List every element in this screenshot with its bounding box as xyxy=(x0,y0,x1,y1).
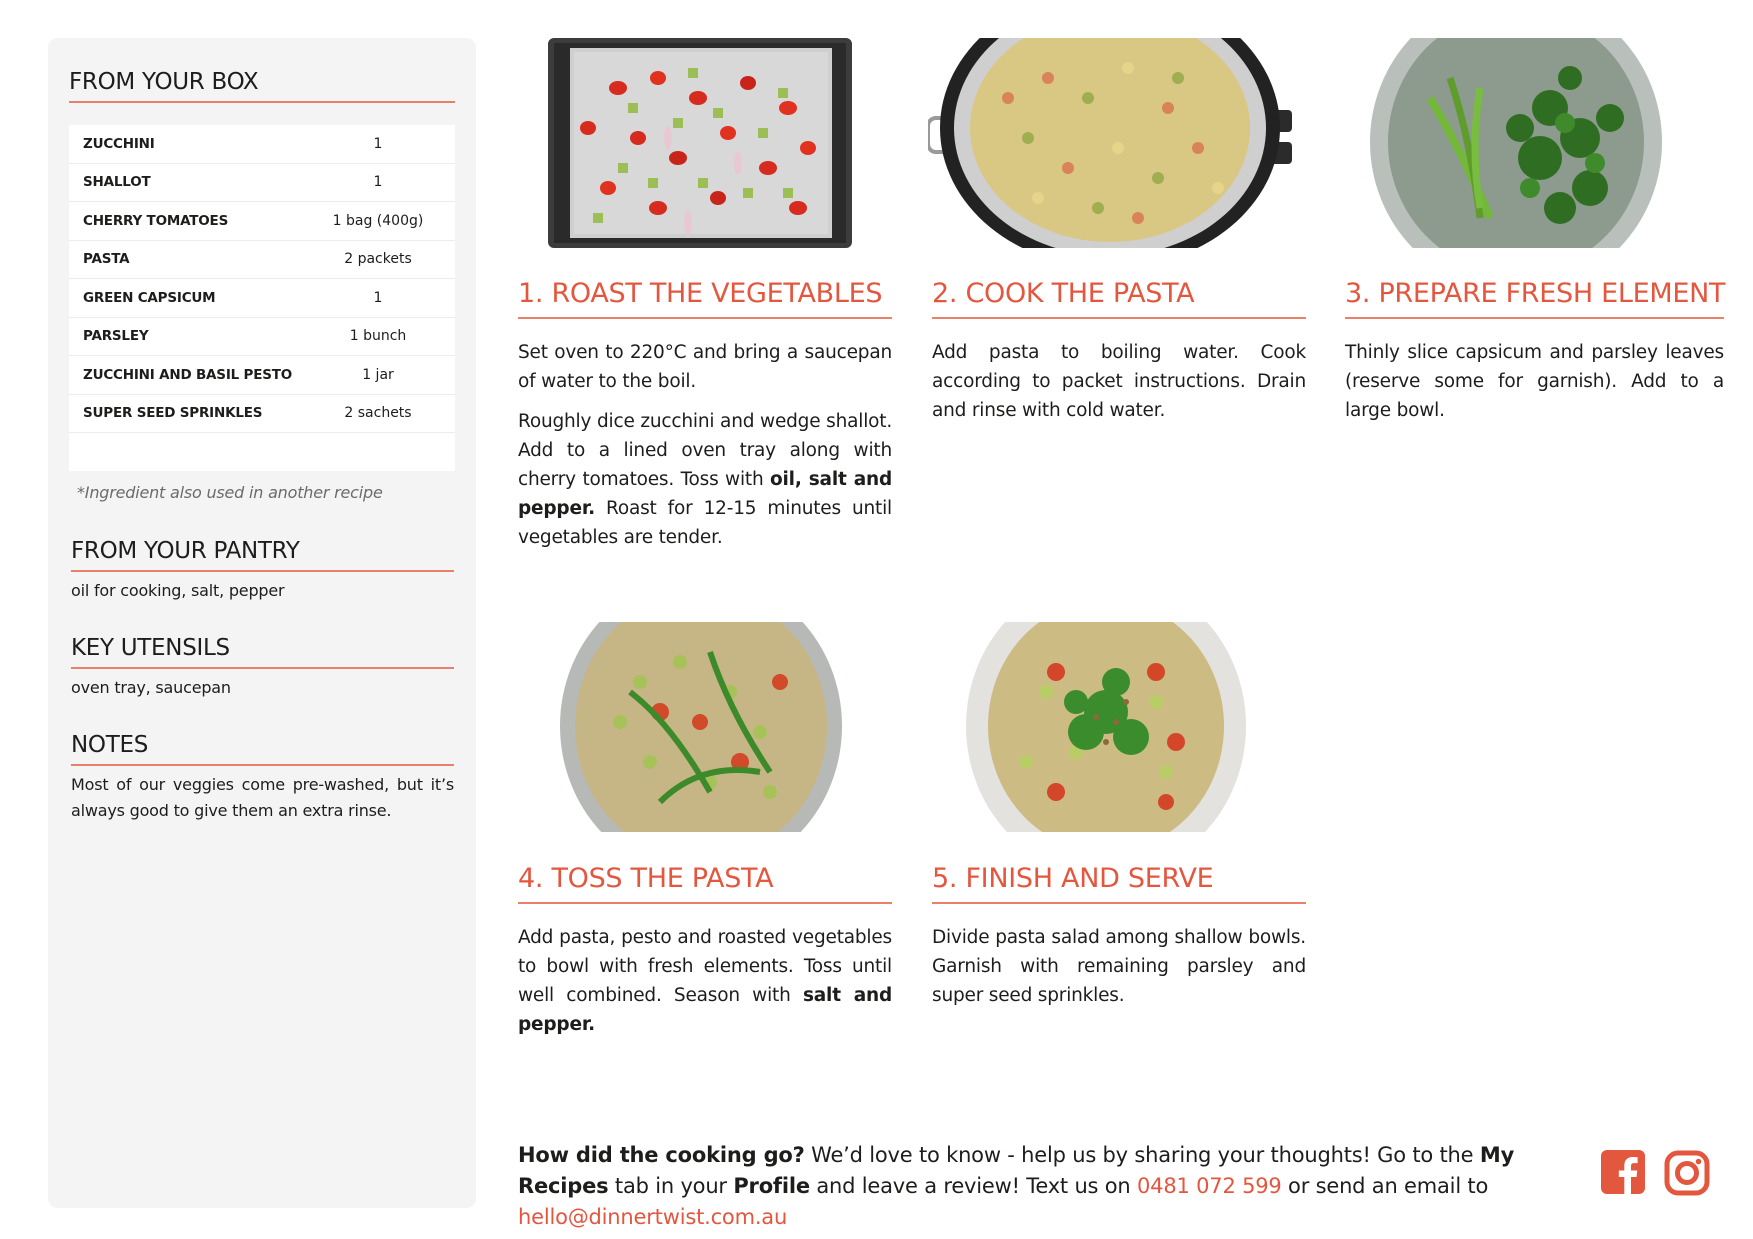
ingredient-row xyxy=(69,356,455,395)
pantry-text: oil for cooking, salt, pepper xyxy=(71,581,285,600)
email-link[interactable]: hello@dinnertwist.com.au xyxy=(518,1205,788,1229)
key-utensils-heading: KEY UTENSILS xyxy=(71,635,454,669)
ingredient-name: SHALLOT xyxy=(83,174,151,191)
step-1-photo xyxy=(548,38,852,248)
ingredient-row xyxy=(69,202,455,241)
step-2-title: 2. COOK THE PASTA xyxy=(932,278,1306,319)
facebook-icon[interactable] xyxy=(1601,1150,1645,1194)
notes-heading: NOTES xyxy=(71,732,454,766)
ingredient-name: ZUCCHINI xyxy=(83,135,155,152)
step-2-photo xyxy=(928,38,1292,248)
profile-label: Profile xyxy=(733,1174,810,1198)
step-2-text xyxy=(932,338,1306,425)
ingredient-row xyxy=(69,125,455,164)
ingredient-qty: 2 packets xyxy=(344,251,412,268)
ingredient-qty: 1 bag (400g) xyxy=(332,212,424,229)
ingredient-row xyxy=(69,279,455,318)
feedback-text: tab in your xyxy=(608,1174,734,1198)
from-your-box-heading: FROM YOUR BOX xyxy=(69,69,455,103)
step-1-text-part: Roast for 12-15 minutes until vegetables are tender. xyxy=(518,498,892,548)
ingredient-row xyxy=(69,395,455,434)
step-4-text xyxy=(518,923,892,1039)
feedback-text: or send an email to xyxy=(1281,1174,1489,1198)
ingredient-name: PASTA xyxy=(83,251,130,268)
step-1-bold-seasoning: oil, salt and pepper. xyxy=(518,469,892,519)
ingredient-row xyxy=(69,241,455,280)
feedback-text: and leave a review! Text us on xyxy=(809,1174,1138,1198)
step-3-paragraph-1: Thinly slice capsicum and parsley leaves (reserve some for garnish). Add to a large bowl. xyxy=(1345,342,1724,421)
step-4-text-part: Add pasta, pesto and roasted vegetables to bowl with fresh elements. Toss until well combined. Season with xyxy=(518,927,892,1006)
ingredient-row xyxy=(69,164,455,203)
step-4-paragraph-1 xyxy=(518,923,892,1039)
step-3-title: 3. PREPARE FRESH ELEMENT xyxy=(1345,278,1724,319)
step-2-paragraph-1: Add pasta to boiling water. Cook according to packet instructions. Drain and rinse with cold water. xyxy=(932,342,1306,421)
ingredient-qty: 1 xyxy=(373,135,383,152)
step-4-title: 4. TOSS THE PASTA xyxy=(518,863,892,904)
step-5-text xyxy=(932,923,1306,1010)
ingredients-table xyxy=(69,125,455,471)
utensils-text: oven tray, saucepan xyxy=(71,678,231,697)
ingredients-panel xyxy=(48,38,476,1208)
step-5-title: 5. FINISH AND SERVE xyxy=(932,863,1306,904)
ingredient-qty: 2 sachets xyxy=(344,405,412,422)
ingredient-qty: 1 xyxy=(373,174,383,191)
feedback-question: How did the cooking go? xyxy=(518,1143,805,1167)
from-your-pantry-heading: FROM YOUR PANTRY xyxy=(71,538,454,572)
ingredient-name: ZUCCHINI AND BASIL PESTO xyxy=(83,366,293,383)
my-recipes-label: My Recipes xyxy=(518,1143,1515,1198)
ingredient-qty: 1 xyxy=(373,289,383,306)
step-4-photo xyxy=(560,622,842,832)
step-1-text xyxy=(518,338,892,552)
step-1-paragraph-1: Set oven to 220°C and bring a saucepan of water to the boil. xyxy=(518,342,892,392)
ingredient-name: GREEN CAPSICUM xyxy=(83,289,216,306)
step-1-paragraph-2 xyxy=(518,407,892,552)
phone-number-link[interactable]: 0481 072 599 xyxy=(1137,1174,1282,1198)
step-5-paragraph-1: Divide pasta salad among shallow bowls. Garnish with remaining parsley and super seed sprinkles. xyxy=(932,927,1306,1006)
feedback-footer xyxy=(518,1140,1568,1233)
ingredient-footnote: *Ingredient also used in another recipe xyxy=(77,483,383,502)
step-4-bold-seasoning: salt and pepper. xyxy=(518,985,892,1035)
notes-text: Most of our veggies come pre-washed, but it’s always good to give them an extra rinse. xyxy=(71,775,454,820)
feedback-text: We’d love to know - help us by sharing your thoughts! Go to the xyxy=(804,1143,1480,1167)
ingredient-row xyxy=(69,318,455,357)
ingredient-name: CHERRY TOMATOES xyxy=(83,212,229,229)
ingredient-name: PARSLEY xyxy=(83,328,149,345)
step-1-text-part: Roughly dice zucchini and wedge shallot. Add to a lined oven tray along with cherry tomatoes. Toss with xyxy=(518,411,892,490)
step-3-text xyxy=(1345,338,1724,425)
instagram-icon[interactable] xyxy=(1664,1150,1710,1196)
ingredient-name: SUPER SEED SPRINKLES xyxy=(83,405,263,422)
step-1-title: 1. ROAST THE VEGETABLES xyxy=(518,278,892,319)
ingredient-qty: 1 jar xyxy=(362,366,394,383)
step-5-photo xyxy=(966,622,1246,832)
step-3-photo xyxy=(1370,38,1662,248)
ingredient-qty: 1 bunch xyxy=(349,328,407,345)
